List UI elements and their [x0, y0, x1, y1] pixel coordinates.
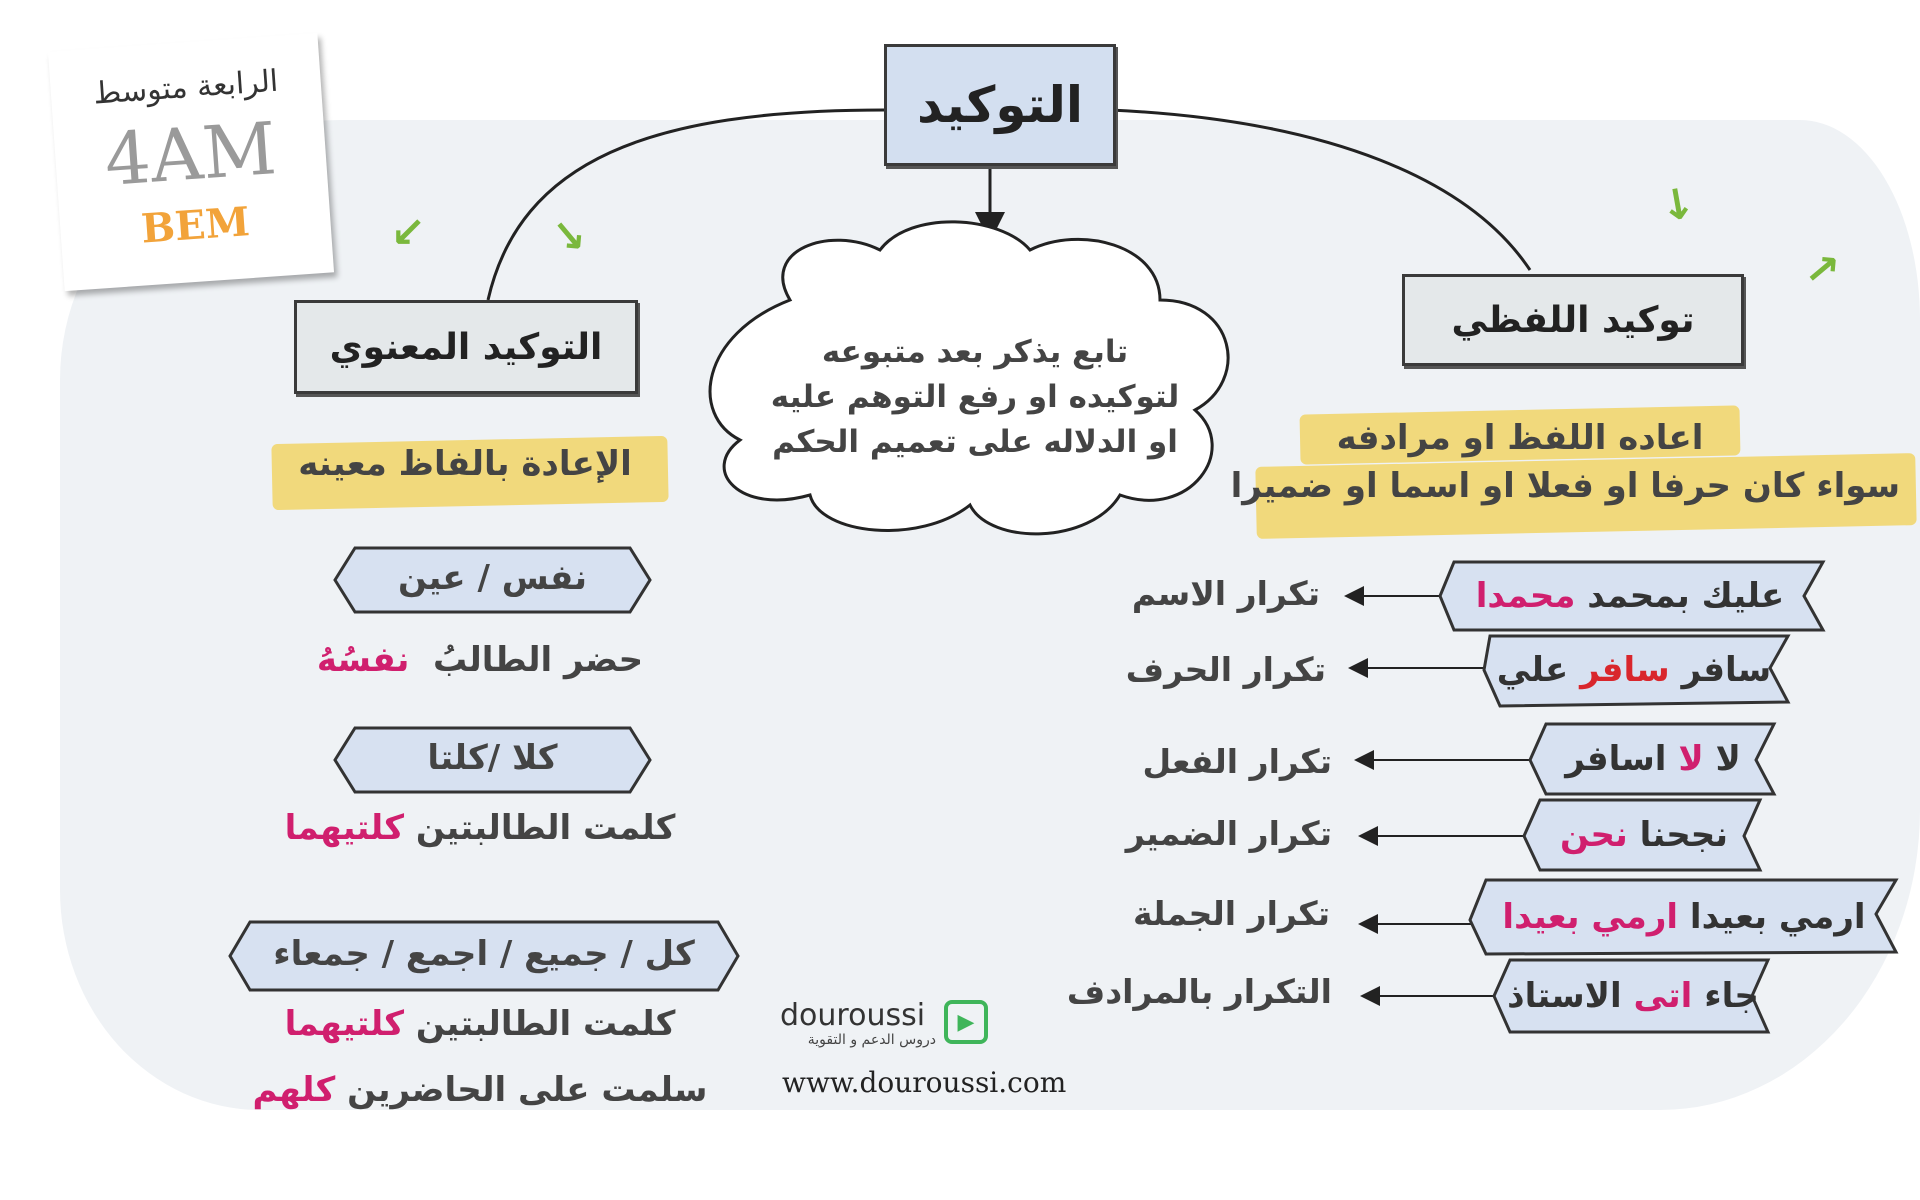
definition-text: [750, 330, 1200, 465]
example-text: سلمت على الحاضرين: [347, 1070, 708, 1110]
exam-label: BEM: [139, 198, 252, 253]
example-text: ارمي بعيدا: [1689, 897, 1866, 937]
example-text: الاستاذ: [1507, 976, 1622, 1016]
example-text: نجحنا: [1639, 815, 1729, 855]
literal-example: [1458, 565, 1802, 627]
semantic-example: [270, 808, 690, 848]
example-text: كلمت الطالبتين: [415, 808, 676, 848]
green-arrow-icon: ↓: [1793, 239, 1854, 298]
brand-tagline: دروس الدعم و التقوية: [807, 1032, 936, 1048]
example-emphasis: اتى: [1633, 976, 1693, 1016]
literal-desc-line1: اعاده اللفظ او مرادفه: [1336, 418, 1704, 458]
example-text: جاء: [1704, 976, 1759, 1016]
semantic-extra-example: [240, 1070, 720, 1110]
example-emphasis: نفسُهُ: [316, 640, 410, 680]
semantic-title: التوكيد المعنوي: [294, 300, 638, 394]
example-text: علي: [1496, 650, 1569, 690]
example-text: لا: [1715, 739, 1741, 779]
curve-right: [1110, 110, 1530, 270]
semantic-words: كلا /كلتا: [427, 738, 558, 778]
example-emphasis: كلهم: [252, 1070, 336, 1110]
semantic-example: [270, 1004, 690, 1044]
example-emphasis: نحن: [1559, 815, 1628, 855]
literal-example: [1544, 803, 1744, 867]
example-emphasis: سافر: [1580, 650, 1670, 690]
example-text: كلمت الطالبتين: [415, 1004, 676, 1044]
example-emphasis: محمدا: [1475, 576, 1576, 616]
semantic-desc: الإعادة بالفاظ معينه: [298, 444, 632, 484]
example-type-label: تكرار الجملة: [1132, 894, 1330, 933]
example-emphasis: كلتيهما: [284, 808, 404, 848]
example-type-label: تكرار الفعل: [1142, 742, 1332, 781]
brand-logo: [780, 998, 996, 1054]
literal-example: [1492, 884, 1876, 950]
semantic-words: نفس / عين: [397, 558, 588, 598]
green-arrow-icon: ↓: [1656, 177, 1700, 232]
example-text: حضر الطالبُ: [433, 640, 644, 680]
definition-line: تابع يذكر بعد متبوعه: [821, 334, 1129, 370]
semantic-example: [300, 640, 660, 680]
example-text: سافر: [1681, 650, 1772, 690]
example-text: اسافر: [1565, 739, 1667, 779]
green-arrow-icon: ↓: [377, 202, 438, 263]
literal-desc-line2: سواء كان حرفا او فعلا او اسما او ضميرا: [1230, 466, 1900, 506]
play-icon: ▶: [944, 1000, 988, 1044]
example-type-label: التكرار بالمرادف: [1066, 972, 1332, 1011]
example-type-label: تكرار الضمير: [1125, 814, 1332, 853]
example-text: عليك بمحمد: [1587, 576, 1785, 616]
level-label: 4AM: [101, 106, 279, 202]
semantic-words: كل / جميع / اجمع / جمعاء: [273, 934, 695, 974]
example-emphasis: ارمي بعيدا: [1502, 897, 1679, 937]
example-emphasis: كلتيهما: [284, 1004, 404, 1044]
grade-sticky-note: [48, 33, 334, 291]
definition-line: او الدلاله على تعميم الحكم: [772, 424, 1178, 460]
literal-example: [1507, 963, 1759, 1029]
brand-name: douroussi: [780, 998, 926, 1033]
literal-example: [1498, 639, 1770, 701]
grade-label: الرابعة متوسط: [92, 63, 280, 112]
example-emphasis: لا: [1678, 739, 1704, 779]
literal-title: توكيد اللفظي: [1402, 274, 1744, 366]
green-arrow-icon: ↓: [540, 206, 599, 267]
brand-url[interactable]: www.douroussi.com: [782, 1066, 1067, 1099]
main-title: التوكيد: [884, 44, 1116, 166]
literal-example: [1550, 727, 1756, 791]
definition-line: لتوكيده او رفع التوهم عليه: [770, 379, 1180, 415]
example-type-label: تكرار الاسم: [1131, 574, 1320, 613]
example-type-label: تكرار الحرف: [1125, 650, 1326, 689]
